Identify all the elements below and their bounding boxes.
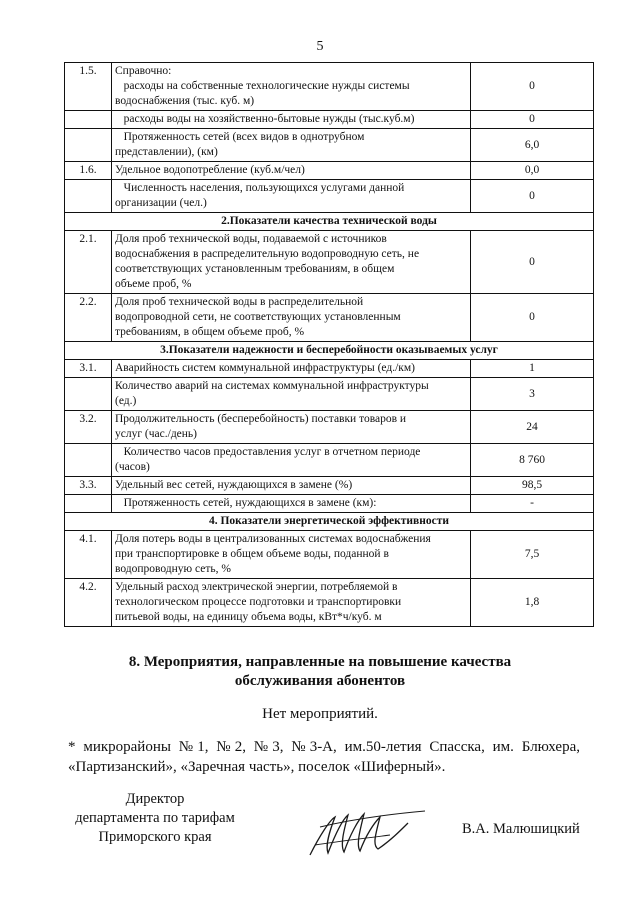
description-line: водоснабжения в распределительную водопроводную сеть, не xyxy=(115,248,420,260)
description-line: водопроводную сеть, % xyxy=(115,563,231,575)
row-number xyxy=(65,495,112,513)
table-row xyxy=(65,579,594,627)
indicator-value: 8 760 xyxy=(471,444,594,477)
description-line: Доля потерь воды в централизованных системах водоснабжения xyxy=(115,533,431,545)
section-8-title-line2: обслуживания абонентов xyxy=(234,673,406,689)
section-header-row xyxy=(65,213,594,231)
indicator-value: - xyxy=(471,495,594,513)
page-number: 5 xyxy=(316,39,324,54)
indicator-value: 0 xyxy=(471,294,594,342)
indicator-description xyxy=(112,129,471,162)
signatory-title-line2: департамента по тарифам xyxy=(75,810,235,826)
description-line: водопроводной сети, не соответствующих установленным xyxy=(115,311,401,323)
indicator-value: 98,5 xyxy=(471,477,594,495)
row-number: 3.1. xyxy=(65,360,112,378)
indicator-description xyxy=(112,495,471,513)
row-number xyxy=(65,111,112,129)
table-row xyxy=(65,378,594,411)
description-line: питьевой воды, на единицу объема воды, кВт*ч/куб. м xyxy=(115,611,382,623)
section-header-row xyxy=(65,513,594,531)
description-line: представлении), (км) xyxy=(115,146,218,158)
description-line: Протяженность сетей, нуждающихся в замене (км): xyxy=(115,497,377,509)
indicator-description xyxy=(112,111,471,129)
row-number: 3.2. xyxy=(65,411,112,444)
table-row xyxy=(65,477,594,495)
indicator-description xyxy=(112,360,471,378)
section-8-title-line1: 8. Мероприятия, направленные на повышение качества xyxy=(128,654,512,670)
indicator-value: 3 xyxy=(471,378,594,411)
indicator-description xyxy=(112,294,471,342)
description-line: Количество аварий на системах коммунальной инфраструктуры xyxy=(115,380,429,392)
description-line: услуг (час./день) xyxy=(115,428,198,440)
description-line: Удельный расход электрической энергии, потребляемой в xyxy=(115,581,398,593)
indicator-description xyxy=(112,162,471,180)
description-line: расходы воды на хозяйственно-бытовые нужды (тыс.куб.м) xyxy=(115,113,415,125)
table-row xyxy=(65,231,594,294)
description-line: Продолжительность (бесперебойность) поставки товаров и xyxy=(115,413,407,425)
description-line: Численность населения, пользующихся услугами данной xyxy=(115,182,405,194)
indicator-value: 1 xyxy=(471,360,594,378)
signatory-title-line3: Приморского края xyxy=(98,829,212,845)
indicator-description xyxy=(112,531,471,579)
indicator-value: 6,0 xyxy=(471,129,594,162)
description-line: соответствующих установленным требованиям, в общем xyxy=(115,263,395,275)
indicator-value: 0 xyxy=(471,231,594,294)
indicator-description xyxy=(112,378,471,411)
table-row xyxy=(65,495,594,513)
indicator-description xyxy=(112,180,471,213)
signatory-name: В.А. Малюшицкий xyxy=(462,821,580,837)
section-title: 3.Показатели надежности и бесперебойности оказываемых услуг xyxy=(65,342,594,360)
description-line: технологическом процессе подготовки и транспортировки xyxy=(115,596,402,608)
indicator-value: 24 xyxy=(471,411,594,444)
no-measures-text: Нет мероприятий. xyxy=(262,706,378,722)
table-row xyxy=(65,294,594,342)
description-line: Доля проб технической воды, подаваемой с источников xyxy=(115,233,387,245)
handwritten-signature xyxy=(300,805,430,865)
indicator-value: 7,5 xyxy=(471,531,594,579)
description-line: организации (чел.) xyxy=(115,197,207,209)
description-line: Доля проб технической воды в распределительной xyxy=(115,296,364,308)
row-number: 3.3. xyxy=(65,477,112,495)
table-row xyxy=(65,531,594,579)
table-row xyxy=(65,63,594,111)
table-row xyxy=(65,411,594,444)
section-8-heading xyxy=(0,653,640,691)
indicator-description xyxy=(112,444,471,477)
indicator-description xyxy=(112,579,471,627)
description-line: Количество часов предоставления услуг в отчетном периоде xyxy=(115,446,421,458)
table-row xyxy=(65,111,594,129)
row-number: 2.1. xyxy=(65,231,112,294)
section-header-row xyxy=(65,342,594,360)
description-line: при транспортировке в общем объеме воды, поданной в xyxy=(115,548,389,560)
table-row xyxy=(65,180,594,213)
table-row xyxy=(65,444,594,477)
table-row xyxy=(65,360,594,378)
description-line: Справочно: xyxy=(115,65,172,77)
description-line: Аварийность систем коммунальной инфраструктуры (ед./км) xyxy=(115,362,415,374)
indicator-value: 0 xyxy=(471,63,594,111)
row-number xyxy=(65,378,112,411)
description-line: (часов) xyxy=(115,461,150,473)
description-line: расходы на собственные технологические нужды системы xyxy=(115,80,410,92)
row-number xyxy=(65,444,112,477)
indicator-value: 1,8 xyxy=(471,579,594,627)
indicator-description xyxy=(112,63,471,111)
row-number xyxy=(65,180,112,213)
signatory-title xyxy=(60,790,250,847)
description-line: водоснабжения (тыс. куб. м) xyxy=(115,95,255,107)
row-number: 1.5. xyxy=(65,63,112,111)
row-number: 1.6. xyxy=(65,162,112,180)
indicator-value: 0 xyxy=(471,180,594,213)
table-row xyxy=(65,162,594,180)
footnote: * микрорайоны №1, №2, №3, №3-А, им.50-летия Спасска, им. Блюхера, «Партизанский», «Заречная часть», поселок «Шиферный». xyxy=(68,739,580,775)
description-line: Протяженность сетей (всех видов в однотрубном xyxy=(115,131,365,143)
indicator-description xyxy=(112,477,471,495)
table-row xyxy=(65,129,594,162)
indicator-value: 0,0 xyxy=(471,162,594,180)
row-number: 4.2. xyxy=(65,579,112,627)
description-line: Удельное водопотребление (куб.м/чел) xyxy=(115,164,305,176)
signatory-title-line1: Директор xyxy=(125,791,185,807)
description-line: требованиям, в общем объеме проб, % xyxy=(115,326,305,338)
indicators-table xyxy=(64,62,594,627)
row-number: 4.1. xyxy=(65,531,112,579)
description-line: (ед.) xyxy=(115,395,137,407)
indicator-value: 0 xyxy=(471,111,594,129)
section-title: 2.Показатели качества технической воды xyxy=(65,213,594,231)
description-line: Удельный вес сетей, нуждающихся в замене (%) xyxy=(115,479,353,491)
indicator-description xyxy=(112,231,471,294)
section-title: 4. Показатели энергетической эффективности xyxy=(65,513,594,531)
row-number: 2.2. xyxy=(65,294,112,342)
row-number xyxy=(65,129,112,162)
indicator-description xyxy=(112,411,471,444)
description-line: объеме проб, % xyxy=(115,278,192,290)
